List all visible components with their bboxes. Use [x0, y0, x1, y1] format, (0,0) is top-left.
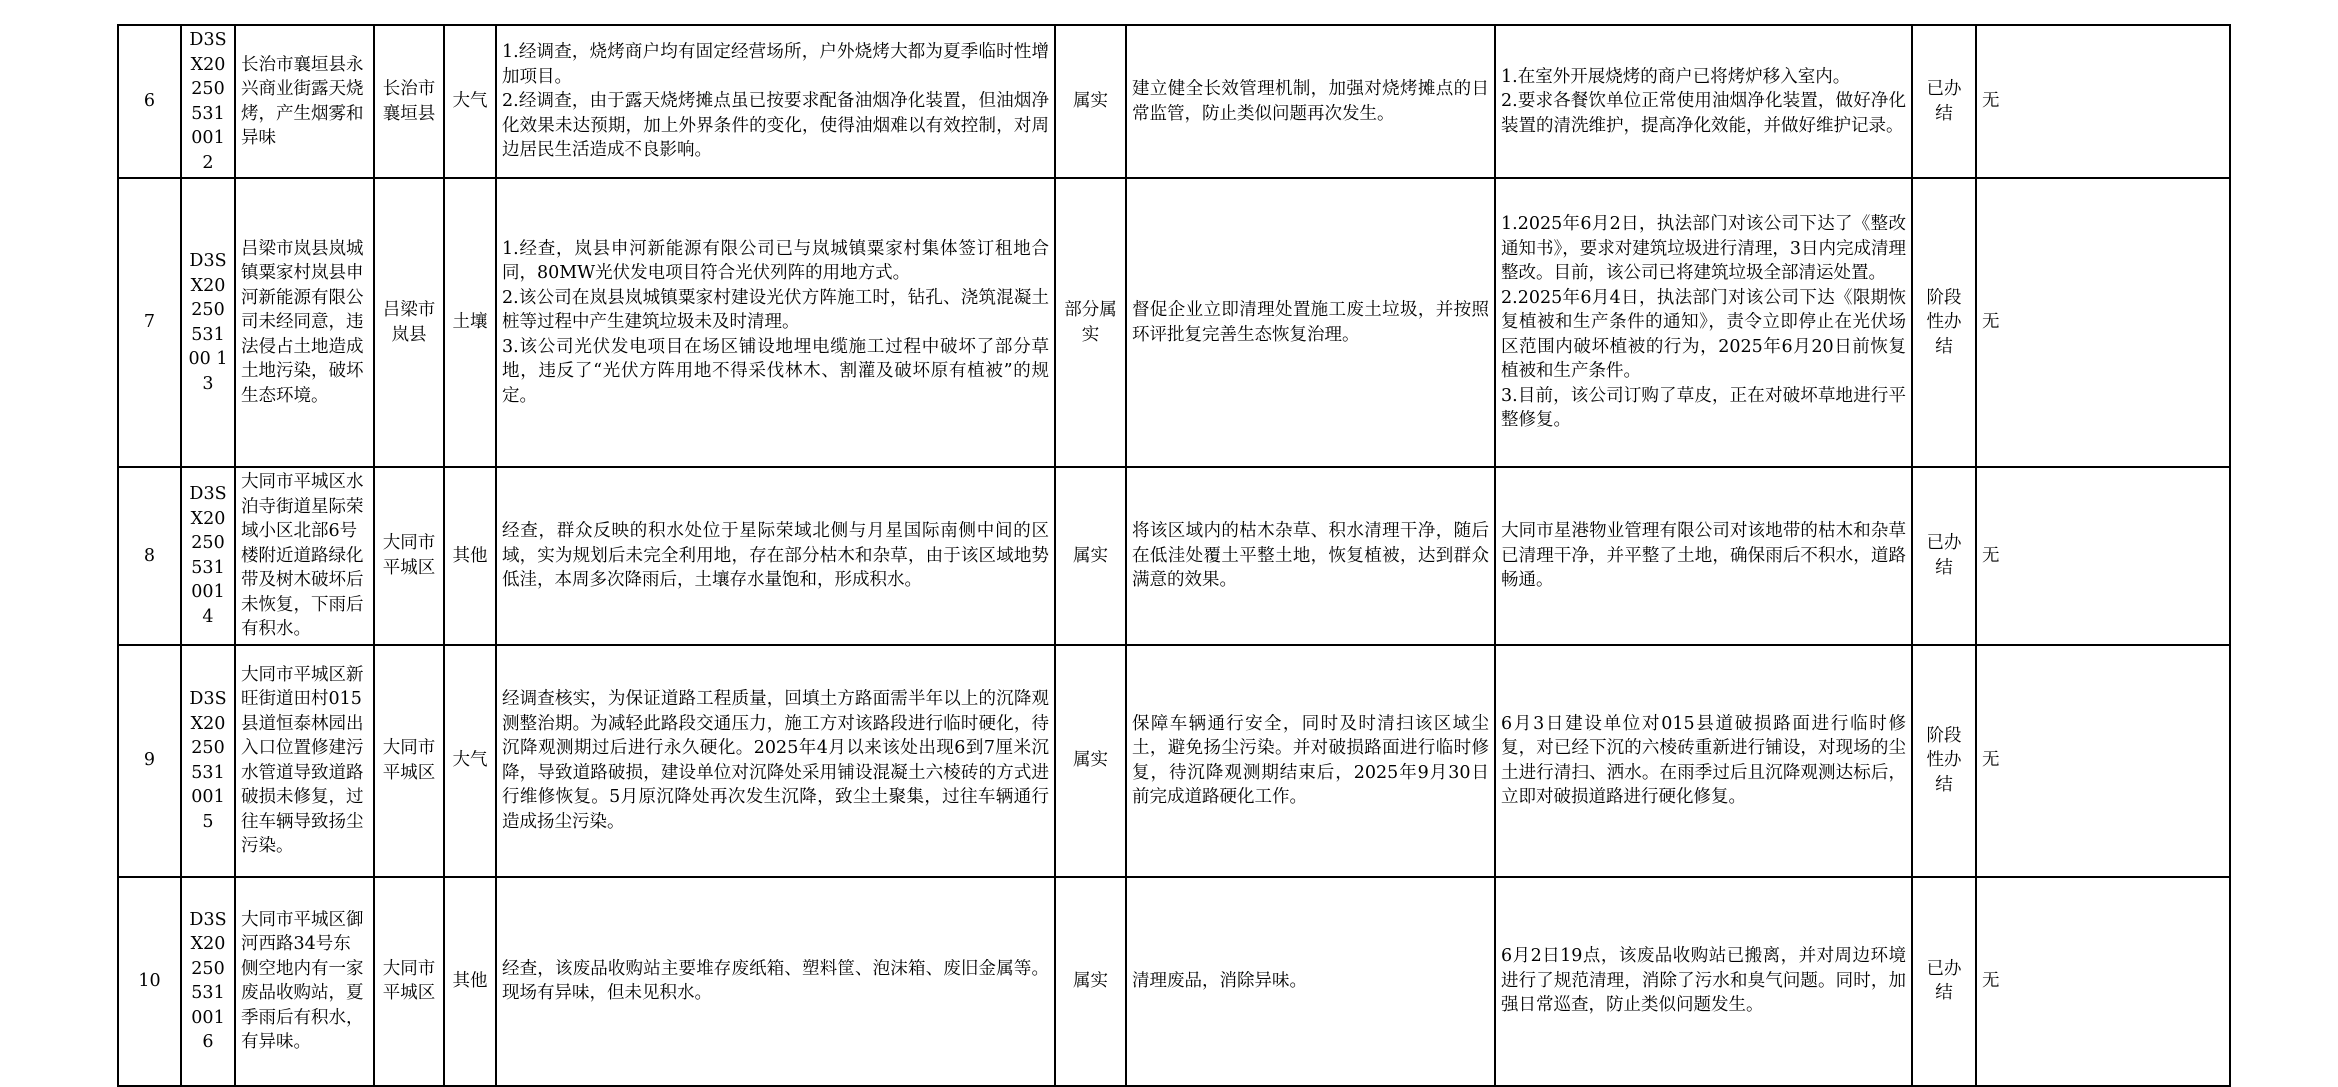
case-code: D3SX20250531 0012	[181, 25, 235, 178]
accountability-info: 无	[1976, 467, 2230, 645]
completion-status: 已办结	[1912, 877, 1976, 1086]
completion-status: 已办结	[1912, 467, 1976, 645]
pollution-type: 其他	[444, 877, 496, 1086]
verification-result: 属实	[1055, 25, 1126, 178]
administrative-area: 大同市平城区	[374, 877, 444, 1086]
pollution-type: 其他	[444, 467, 496, 645]
table-row	[118, 25, 2230, 178]
administrative-area: 吕梁市岚县	[374, 178, 444, 467]
issue-description: 大同市平城区新旺街道田村015县道恒泰林园出入口位置修建污水管道导致道路破损未修复，过往车辆导致扬尘污染。	[235, 645, 374, 877]
table-row	[118, 877, 2230, 1086]
accountability-info: 无	[1976, 645, 2230, 877]
complaint-table	[117, 24, 2231, 1087]
row-number: 7	[118, 178, 181, 467]
investigation-findings: 1.经查，岚县申河新能源有限公司已与岚城镇粟家村集体签订租地合同，80MW光伏发电项目符合光伏列阵的用地方式。 2.该公司在岚县岚城镇粟家村建设光伏方阵施工时，钻孔、浇筑混凝土桩等过程中产生建筑垃圾未及时清理。 3.该公司光伏发电项目在场区铺设地埋电缆施工过程中破坏了部分草地，违反了“光伏方阵用地不得采伐林木、割灌及破坏原有植被”的规定。	[496, 178, 1055, 467]
row-number: 10	[118, 877, 181, 1086]
case-code: D3SX2025053100 13	[181, 178, 235, 467]
handling-requirement: 建立健全长效管理机制，加强对烧烤摊点的日常监管，防止类似问题再次发生。	[1126, 25, 1495, 178]
investigation-findings: 1.经调查，烧烤商户均有固定经营场所，户外烧烤大都为夏季临时性增加项目。 2.经调查，由于露天烧烤摊点虽已按要求配备油烟净化装置，但油烟净化效果未达预期，加上外界条件的变化，使得油烟难以有效控制，对周边居民生活造成不良影响。	[496, 25, 1055, 178]
rectification-status: 1.在室外开展烧烤的商户已将烤炉移入室内。 2.要求各餐饮单位正常使用油烟净化装置，做好净化装置的清洗维护，提高净化效能，并做好维护记录。	[1495, 25, 1912, 178]
table-row	[118, 467, 2230, 645]
verification-result: 属实	[1055, 877, 1126, 1086]
handling-requirement: 保障车辆通行安全，同时及时清扫该区域尘土，避免扬尘污染。并对破损路面进行临时修复，待沉降观测期结束后，2025年9月30日前完成道路硬化工作。	[1126, 645, 1495, 877]
row-number: 9	[118, 645, 181, 877]
verification-result: 属实	[1055, 467, 1126, 645]
verification-result: 属实	[1055, 645, 1126, 877]
handling-requirement: 督促企业立即清理处置施工废土垃圾，并按照环评批复完善生态恢复治理。	[1126, 178, 1495, 467]
row-number: 8	[118, 467, 181, 645]
issue-description: 大同市平城区御河西路34号东侧空地内有一家废品收购站，夏季雨后有积水，有异味。	[235, 877, 374, 1086]
rectification-status: 6月2日19点，该废品收购站已搬离，并对周边环境进行了规范清理，消除了污水和臭气问题。同时，加强日常巡查，防止类似问题发生。	[1495, 877, 1912, 1086]
investigation-findings: 经查，群众反映的积水处位于星际荣域北侧与月星国际南侧中间的区域，实为规划后未完全利用地，存在部分枯木和杂草，由于该区域地势低洼，本周多次降雨后，土壤存水量饱和，形成积水。	[496, 467, 1055, 645]
handling-requirement: 清理废品，消除异味。	[1126, 877, 1495, 1086]
accountability-info: 无	[1976, 25, 2230, 178]
accountability-info: 无	[1976, 178, 2230, 467]
administrative-area: 长治市襄垣县	[374, 25, 444, 178]
issue-description: 吕梁市岚县岚城镇粟家村岚县申河新能源有限公司未经同意，违法侵占土地造成土地污染，破坏生态环境。	[235, 178, 374, 467]
investigation-findings: 经调查核实，为保证道路工程质量，回填土方路面需半年以上的沉降观测整治期。为减轻此路段交通压力，施工方对该路段进行临时硬化，待沉降观测期过后进行永久硬化。2025年4月以来该处出现6到7厘米沉降，导致道路破损，建设单位对沉降处采用铺设混凝土六棱砖的方式进行维修恢复。5月原沉降处再次发生沉降，致尘土聚集，过往车辆通行造成扬尘污染。	[496, 645, 1055, 877]
table-row	[118, 645, 2230, 877]
case-code: D3SX20250531 0015	[181, 645, 235, 877]
table-row	[118, 178, 2230, 467]
accountability-info: 无	[1976, 877, 2230, 1086]
administrative-area: 大同市平城区	[374, 645, 444, 877]
pollution-type: 大气	[444, 25, 496, 178]
rectification-status: 大同市星港物业管理有限公司对该地带的枯木和杂草已清理干净，并平整了土地，确保雨后不积水，道路畅通。	[1495, 467, 1912, 645]
issue-description: 大同市平城区水泊寺街道星际荣域小区北部6号楼附近道路绿化带及树木破坏后未恢复，下雨后有积水。	[235, 467, 374, 645]
row-number: 6	[118, 25, 181, 178]
pollution-type: 大气	[444, 645, 496, 877]
completion-status: 阶段性办结	[1912, 178, 1976, 467]
rectification-status: 6月3日建设单位对015县道破损路面进行临时修复，对已经下沉的六棱砖重新进行铺设，对现场的尘土进行清扫、洒水。在雨季过后且沉降观测达标后，立即对破损道路进行硬化修复。	[1495, 645, 1912, 877]
completion-status: 阶段性办结	[1912, 645, 1976, 877]
case-code: D3SX20250531 0014	[181, 467, 235, 645]
investigation-findings: 经查，该废品收购站主要堆存废纸箱、塑料筐、泡沫箱、废旧金属等。现场有异味，但未见积水。	[496, 877, 1055, 1086]
issue-description: 长治市襄垣县永兴商业街露天烧烤，产生烟雾和异味	[235, 25, 374, 178]
case-code: D3SX20250531 0016	[181, 877, 235, 1086]
verification-result: 部分属实	[1055, 178, 1126, 467]
pollution-type: 土壤	[444, 178, 496, 467]
administrative-area: 大同市平城区	[374, 467, 444, 645]
rectification-status: 1.2025年6月2日，执法部门对该公司下达了《整改通知书》，要求对建筑垃圾进行清理，3日内完成清理整改。目前，该公司已将建筑垃圾全部清运处置。 2.2025年6月4日，执法部门对该公司下达《限期恢复植被和生产条件的通知》，责令立即停止在光伏场区范围内破坏植被的行为，2025年6月20日前恢复植被和生产条件。 3.目前，该公司订购了草皮，正在对破坏草地进行平整修复。	[1495, 178, 1912, 467]
handling-requirement: 将该区域内的枯木杂草、积水清理干净，随后在低洼处覆土平整土地，恢复植被，达到群众满意的效果。	[1126, 467, 1495, 645]
completion-status: 已办结	[1912, 25, 1976, 178]
